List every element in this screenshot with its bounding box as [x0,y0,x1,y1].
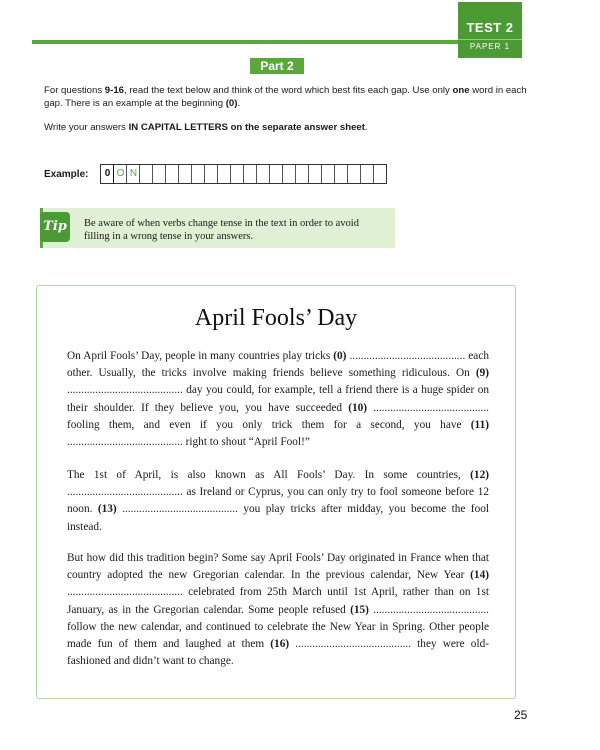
answer-boxes [100,164,387,184]
article-text: ......................................... you play tricks after midday, you become the fool instead. [67,503,490,533]
article-text: ......................................... day you could, for example, tell a friend there is a huge spider on their shoulder. If they believe you, you have succeeded [67,384,489,414]
gap-number: (10) [348,401,368,414]
answer-box: O [114,165,127,183]
article-paragraph-1 [67,348,489,451]
answer-box [322,165,335,183]
answer-box [244,165,257,183]
answer-box [166,165,179,183]
article-text: ......................................... right to shout “April Fool!” [67,436,310,449]
answer-box [374,165,386,183]
answer-box [361,165,374,183]
header-rule [32,40,522,44]
example-label: Example: [44,168,89,180]
answer-box [257,165,270,183]
test-label: TEST 2 [466,20,514,35]
example-row [44,164,387,184]
gap-number: (0) [333,350,347,362]
article-text: ......................................... as Ireland or Cyprus, you can only try to fool someone before 12 noon. [67,486,489,516]
article-text: ......................................... celebrated from 25th March until 1st April, rather than on 1st January, as in the Gregorian calendar. Some people refused [67,586,489,616]
test-tab [458,2,522,58]
article-text: On April Fools’ Day, people in many countries play tricks [67,350,334,362]
answer-box [192,165,205,183]
part-badge: Part 2 [250,58,304,74]
article-text: ......................................... each other. Usually, the tricks involve making friends believe something ridiculous. On [67,350,489,380]
answer-box [283,165,296,183]
article-text: The 1st of April, is also known as All Fools’ Day. In some countries, [67,469,471,481]
instructions-line2: Write your answers IN CAPITAL LETTERS on the separate answer sheet. [44,122,368,133]
example-number: 0 [101,165,114,183]
tip-icon: Tip [40,212,70,242]
article-text: ......................................... follow the new calendar, and continued to celebrate the New Year in Spring. Other people made fun of them and laughed at them [67,603,489,651]
article-paragraph-3 [67,550,489,670]
gap-number: (14) [470,569,489,582]
answer-box [309,165,322,183]
gap-number: (9) [475,367,489,380]
gap-number: (16) [270,638,290,651]
gap-number: (12) [470,469,489,481]
answer-box [205,165,218,183]
article-text: ......................................... fooling them, and even if you only trick them for a second, you have [67,401,489,431]
instructions-line1: For questions 9-16, read the text below and think of the word which best fits each gap. Use only one word in each gap. There is an example at the beginning (0). [44,85,527,109]
page-number: 25 [514,708,528,722]
gap-number: (15) [350,603,369,616]
answer-box [218,165,231,183]
article-title: April Fools’ Day [194,305,358,331]
answer-box [296,165,309,183]
answer-box [231,165,244,183]
answer-box [140,165,153,183]
article-text: ......................................... they were old-fashioned and didn’t want to change. [67,638,489,668]
paper-label: PAPER 1 [458,39,522,51]
gap-number: (13) [97,503,117,516]
article-text: But how did this tradition begin? Some say April Fools’ Day originated in France when that country adopted the new Gregorian calendar. In the previous calendar, New Year [67,552,489,582]
tip-text: Be aware of when verbs change tense in the text in order to avoid filling in a wrong tense in your answers. [84,218,359,242]
article-paragraph-2 [67,467,489,536]
answer-box [348,165,361,183]
answer-box: N [127,165,140,183]
answer-box [153,165,166,183]
answer-box [179,165,192,183]
answer-box [270,165,283,183]
answer-box [335,165,348,183]
gap-number: (11) [470,418,489,431]
